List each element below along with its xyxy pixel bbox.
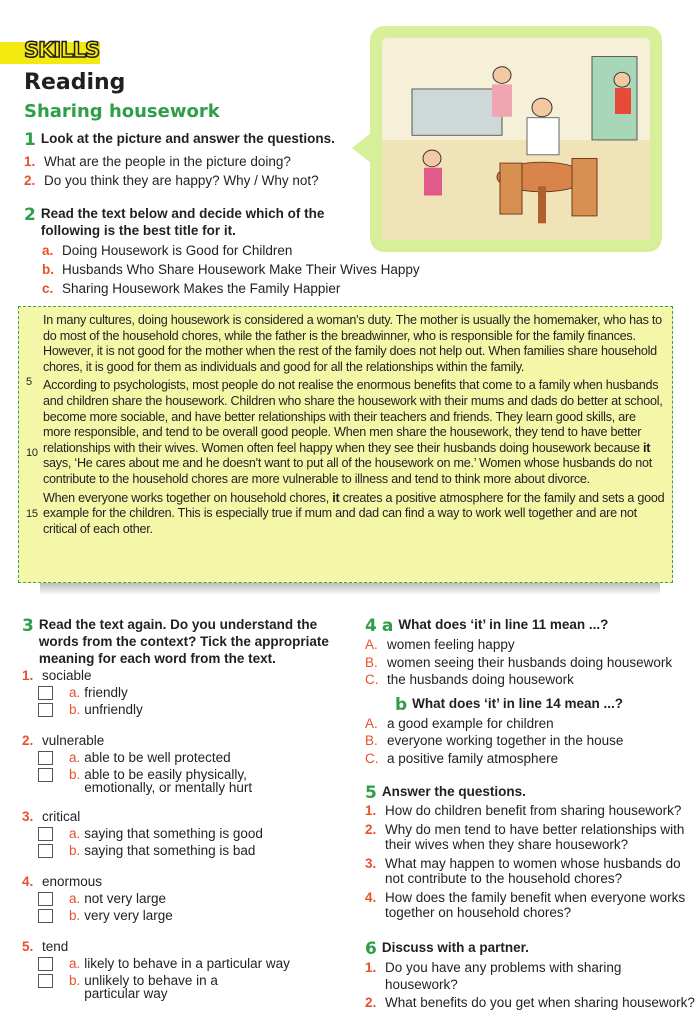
option-text: able to be well protected (84, 749, 230, 766)
item-label: 2. (365, 822, 385, 853)
list-item (365, 803, 695, 819)
option-letter: a. (69, 749, 80, 766)
checkbox[interactable] (38, 768, 53, 782)
option-text: Husbands Who Share Housework Make Their Wives Happy (62, 260, 420, 279)
item-label: 4. (365, 890, 385, 921)
item-label: 3. (365, 856, 385, 887)
item-label: 1. (365, 959, 385, 994)
option-letter: b. (69, 907, 80, 924)
item-text: women feeling happy (387, 636, 515, 654)
exercise-number: 1 (24, 130, 36, 150)
section-title: Reading (24, 70, 125, 95)
exercise-number: 5 (365, 783, 377, 803)
passage-paragraph-2 (43, 378, 666, 487)
option-text: not very large (84, 890, 166, 907)
list-item (24, 152, 354, 171)
option-text: very very large (84, 907, 274, 924)
item-text: How do children benefit from sharing housework? (385, 803, 681, 819)
item-label: B. (365, 654, 387, 672)
instruction: Look at the picture and answer the questions. (41, 130, 335, 150)
list-item (365, 671, 695, 689)
vocab-word: critical (42, 808, 80, 825)
exercise-3 (22, 616, 352, 1000)
checkbox[interactable] (38, 909, 53, 923)
item-text: What benefits do you get when sharing housework? (385, 994, 695, 1011)
item-text: everyone working together in the house (387, 732, 623, 750)
item-label: A. (365, 636, 387, 654)
list-item (365, 822, 695, 853)
option-letter: b. (69, 701, 80, 718)
vocab-item (22, 938, 352, 1000)
item-number: 1. (22, 667, 42, 684)
option-text: saying that something is good (84, 825, 263, 842)
vocab-word: vulnerable (42, 732, 104, 749)
item-text: What are the people in the picture doing? (44, 152, 291, 171)
exercise-1 (24, 130, 354, 190)
exercise-number: 2 (24, 205, 36, 239)
item-text: Why do men tend to have better relationships with their wives when they share housework? (385, 822, 695, 853)
checkbox[interactable] (38, 844, 53, 858)
checkbox[interactable] (38, 751, 53, 765)
vocab-word: sociable (42, 667, 92, 684)
option-text: unfriendly (84, 701, 274, 718)
item-label: B. (365, 732, 387, 750)
list-item (365, 654, 695, 672)
option-letter: a. (69, 684, 80, 701)
exercise-number: 3 (22, 616, 34, 667)
question: What does ‘it’ in line 11 mean ...? (398, 616, 608, 636)
list-item (24, 171, 354, 190)
checkbox[interactable] (38, 703, 53, 717)
item-number: 2. (24, 171, 44, 190)
item-number: 4. (22, 873, 42, 890)
line-number: 15 (26, 507, 38, 523)
option-text: unlikely to behave in a particular way (84, 972, 274, 1000)
checkbox[interactable] (38, 827, 53, 841)
option-letter: b. (69, 842, 80, 859)
item-number: 1. (24, 152, 44, 171)
item-text: women seeing their husbands doing housework (387, 654, 672, 672)
paragraph-text: says, ‘He cares about me and he doesn't want to put all of the housework on me.’ Women whose husbands do not contribute to the household chores are more vulnerable to illness and tend to think more about divorce. (43, 456, 652, 486)
line-number: 5 (26, 375, 32, 391)
vocab-item (22, 808, 352, 859)
item-text: Do you think they are happy? Why / Why not? (44, 171, 319, 190)
option-text: Sharing Housework Makes the Family Happier (62, 279, 340, 298)
paragraph-text: In many cultures, doing housework is considered a woman's duty. The mother is usually the homemaker, who has to do most of the household chores, while the father is the breadwinner, who is responsible for the family finances. However, it is not good for the mother when the rest of the family does not help out. When families share household chores, it is good for them as individuals and good for all the relationships within the family. (43, 313, 662, 374)
illustration-frame (370, 26, 662, 252)
list-item (365, 636, 695, 654)
checkbox[interactable] (38, 957, 53, 971)
option-letter: a. (69, 890, 80, 907)
checkbox[interactable] (38, 892, 53, 906)
list-item (365, 732, 695, 750)
item-text: a positive family atmosphere (387, 750, 558, 768)
emphasis: it (332, 491, 339, 505)
exercise-number: 6 (365, 939, 377, 959)
instruction: Read the text below and decide which of the following is the best title for it. (41, 205, 334, 239)
instruction: Read the text again. Do you understand the words from the context? Tick the appropriate meaning for each word from the text. (39, 616, 332, 667)
option-text: Doing Housework is Good for Children (62, 241, 292, 260)
option-letter: a. (42, 241, 62, 260)
list-item (365, 750, 695, 768)
item-label: A. (365, 715, 387, 733)
option-letter: b. (69, 766, 80, 794)
option (24, 279, 454, 298)
option-letter: b. (42, 260, 62, 279)
item-number: 5. (22, 938, 42, 955)
item-label: 2. (365, 994, 385, 1011)
list-item (365, 715, 695, 733)
instruction: Discuss with a partner. (382, 939, 529, 959)
option-letter: b. (69, 972, 80, 1000)
paragraph-text: creates a positive atmosphere for the family and sets a good example for the children. This is especially true if mum and dad can find a way to work well together and are not critical of each other. (43, 491, 664, 536)
family-housework-illustration (382, 38, 650, 240)
emphasis: it (643, 441, 650, 455)
part-letter: b (395, 695, 407, 715)
option-text: able to be easily physically, emotionally, or mentally hurt (84, 766, 274, 794)
item-label: C. (365, 750, 387, 768)
line-number: 10 (26, 446, 38, 462)
vocab-word: tend (42, 938, 68, 955)
option-letter: c. (42, 279, 62, 298)
vocab-item (22, 732, 352, 794)
option-letter: a. (69, 825, 80, 842)
checkbox[interactable] (38, 686, 53, 700)
part-letter: a (382, 616, 393, 636)
option-text: saying that something is bad (84, 842, 274, 859)
item-text: the husbands doing housework (387, 671, 574, 689)
item-text: How does the family benefit when everyone works together on household chores? (385, 890, 695, 921)
item-text: a good example for children (387, 715, 554, 733)
option-text: friendly (84, 684, 128, 701)
item-number: 3. (22, 808, 42, 825)
list-item (365, 994, 695, 1011)
item-text: What may happen to women whose husbands do not contribute to the household chores? (385, 856, 695, 887)
skills-tag: SKILLS (24, 38, 99, 62)
list-item (365, 890, 695, 921)
instruction: Answer the questions. (382, 783, 526, 803)
item-number: 2. (22, 732, 42, 749)
page-title: Sharing housework (24, 101, 220, 122)
passage-paragraph-3 (43, 491, 666, 538)
vocab-item (22, 873, 352, 924)
paragraph-text: When everyone works together on household chores, (43, 491, 332, 505)
picture-pointer (352, 132, 372, 164)
vocab-item (22, 667, 352, 718)
checkbox[interactable] (38, 974, 53, 988)
passage-paragraph-1 (43, 313, 666, 375)
vocab-word: enormous (42, 873, 102, 890)
paragraph-text: According to psychologists, most people do not realise the enormous benefits that come to a family when husbands and children share the housework. Children who share the housework with their mums and dads do better at school, become more sociable, and have better relationships with their teachers and friends. They learn good skills, are more responsible, and tend to be overall good people. When men share the housework, they tend to have better relationships with their wives. Women often feel happy when they see their husbands doing housework because (43, 378, 663, 454)
item-text: Do you have any problems with sharing housework? (385, 959, 695, 994)
reading-passage (18, 306, 673, 583)
page-shadow (40, 583, 660, 595)
option-text: likely to behave in a particular way (84, 955, 290, 972)
question: What does ‘it’ in line 14 mean ...? (412, 695, 623, 715)
option-letter: a. (69, 955, 80, 972)
exercise-number: 4 (365, 616, 377, 636)
item-label: 1. (365, 803, 385, 819)
exercise-4 (365, 616, 695, 1011)
list-item (365, 959, 695, 994)
list-item (365, 856, 695, 887)
option (24, 260, 454, 279)
item-label: C. (365, 671, 387, 689)
